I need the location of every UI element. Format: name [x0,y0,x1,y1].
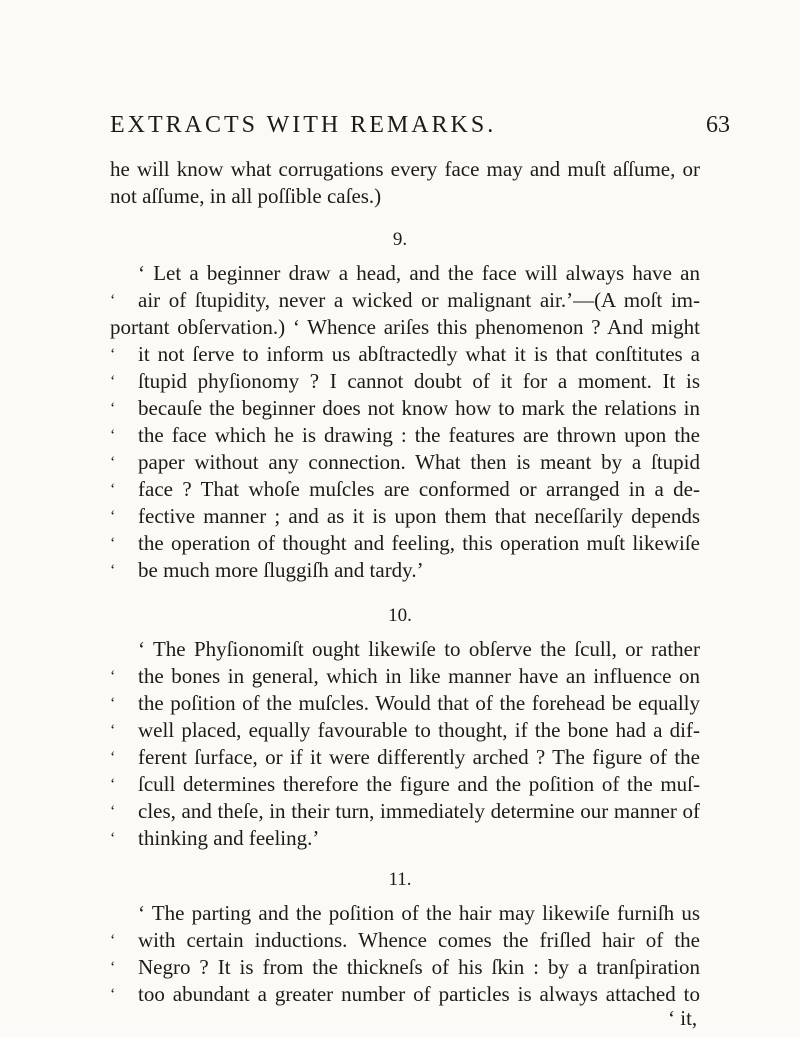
text-line: too abundant a greater number of particles is always attached to [138,982,700,1006]
text-line: it not ſerve to inform us abſtractedly what it is that conſtitutes a [138,342,700,366]
text-line: the face which he is drawing : the features are thrown upon the [138,423,700,447]
quote-mark: ‘ [110,959,116,976]
text-line: thinking and feeling.’ [138,826,320,850]
quote-mark: ‘ [110,932,116,949]
text-line: ſtupid phyſionomy ? I cannot doubt of it for a moment. It is [138,369,700,393]
quote-mark: ‘ [110,722,116,739]
quote-mark: ‘ [110,346,116,363]
quote-mark: ‘ [110,803,116,820]
text-line: air of ſtupidity, never a wicked or malignant air.’—(A moſt im- [138,288,700,312]
text-line: the poſition of the muſcles. Would that of the forehead be equally [138,691,700,715]
quote-mark: ‘ [110,562,116,579]
quote-mark: ‘ [110,454,116,471]
text-line: cles, and theſe, in their turn, immediately determine our manner of [138,799,700,823]
quote-mark: ‘ [110,373,116,390]
page-number: 63 [706,112,730,138]
text-line: not aſſume, in all poſſible caſes.) [110,184,382,208]
text-line: he will know what corrugations every face may and muſt aſſume, or [110,157,700,181]
quote-mark: ‘ [110,695,116,712]
text-line: Negro ? It is from the thickneſs of his ſkin : by a tranſpiration [138,955,700,979]
catchword: ‘ it, [668,1006,698,1030]
quote-mark: ‘ [110,508,116,525]
text-line: ferent ſurface, or if it were differently arched ? The figure of the [138,745,700,769]
text-line: ‘ Let a beginner draw a head, and the face will always have an [138,261,700,285]
text-line: be much more ſluggiſh and tardy.’ [138,558,424,582]
text-line: with certain inductions. Whence comes the friſled hair of the [138,928,700,952]
text-line: ſcull determines therefore the figure and the poſition of the muſ- [138,772,700,796]
quote-mark: ‘ [110,481,116,498]
running-title: EXTRACTS WITH REMARKS. [110,112,497,138]
quote-mark: ‘ [110,830,116,847]
text-line: becauſe the beginner does not know how to mark the relations in [138,396,700,420]
quote-mark: ‘ [110,427,116,444]
quote-mark: ‘ [110,535,116,552]
section-number: 9. [392,229,408,250]
quote-mark: ‘ [110,986,116,1003]
running-header [110,112,730,139]
section-number: 11. [388,869,412,890]
quote-mark: ‘ [110,668,116,685]
text-line: face ? That whoſe muſcles are conformed or arranged in a de- [138,477,700,501]
text-line: ‘ The Phyſionomiſt ought likewiſe to obſerve the ſcull, or rather [138,637,700,661]
section-number: 10. [388,605,412,626]
text-line: fective manner ; and as it is upon them that neceſſarily depends [138,504,700,528]
text-line: the operation of thought and feeling, this operation muſt likewiſe [138,531,700,555]
text-line: portant obſervation.) ‘ Whence ariſes this phenomenon ? And might [110,315,700,339]
quote-mark: ‘ [110,749,116,766]
text-line: paper without any connection. What then is meant by a ſtupid [138,450,700,474]
text-line: well placed, equally favourable to thought, if the bone had a dif- [138,718,700,742]
text-line: the bones in general, which in like manner have an influence on [138,664,700,688]
quote-mark: ‘ [110,400,116,417]
quote-mark: ‘ [110,292,116,309]
text-line: ‘ The parting and the poſition of the hair may likewiſe furniſh us [138,901,700,925]
quote-mark: ‘ [110,776,116,793]
